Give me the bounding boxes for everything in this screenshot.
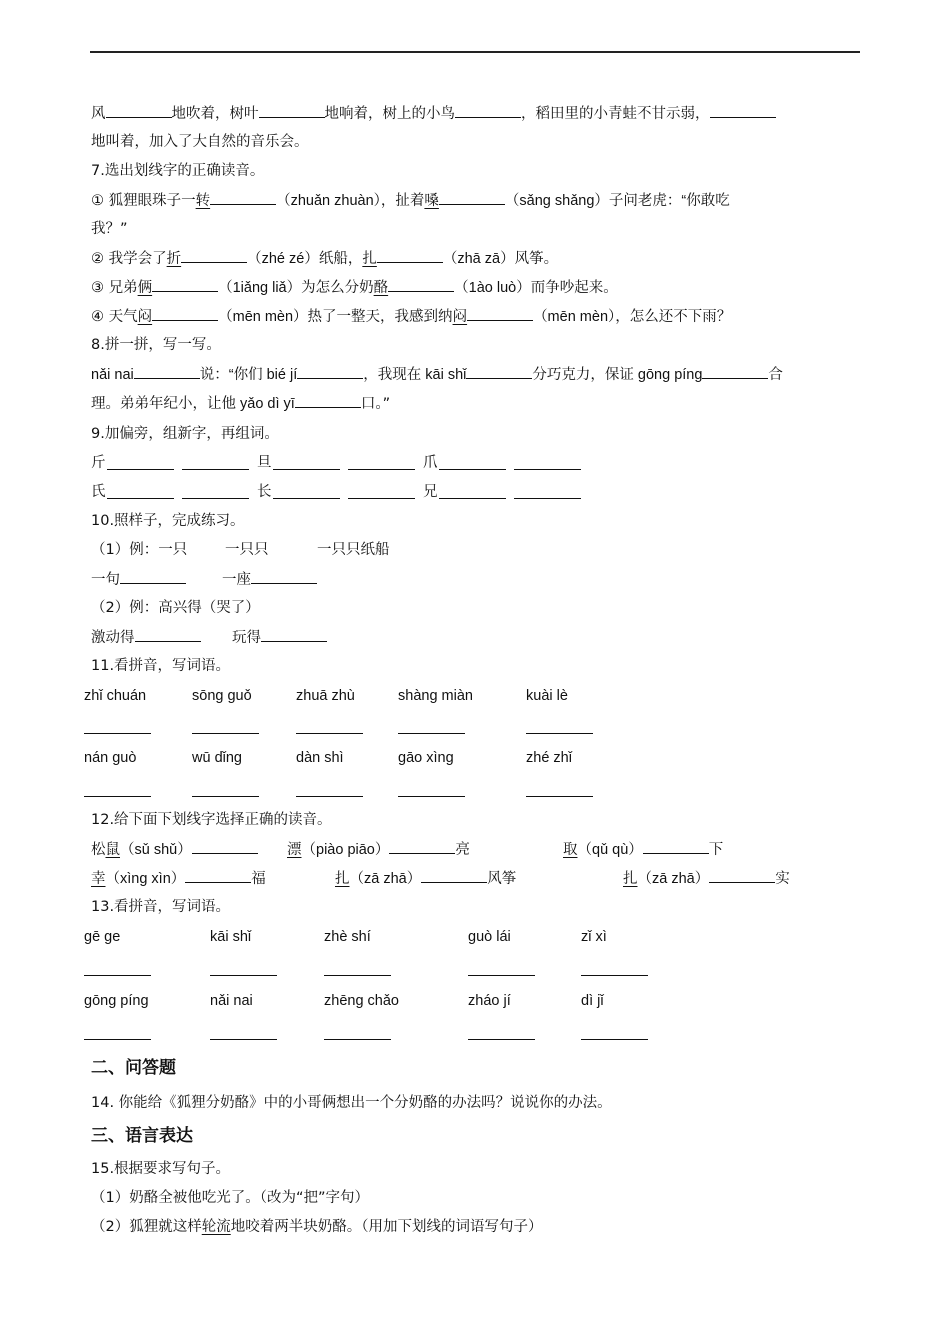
answer-blank[interactable]: [210, 190, 276, 205]
pinyin-cell: zháo jí: [468, 993, 511, 1009]
answer-blank[interactable]: [192, 795, 259, 797]
pinyin-cell: guò lái: [468, 929, 511, 945]
answer-blank[interactable]: [210, 974, 277, 976]
pinyin-cell: sōng guǒ: [192, 688, 252, 704]
answer-blank[interactable]: [439, 190, 505, 205]
q9-radical: 爪: [423, 455, 438, 471]
answer-blank[interactable]: [514, 468, 581, 470]
answer-blank[interactable]: [709, 868, 775, 883]
section-heading-language: 三、语言表达: [91, 1126, 193, 1146]
answer-blank[interactable]: [581, 1038, 648, 1040]
answer-blank[interactable]: [324, 1038, 391, 1040]
answer-blank[interactable]: [466, 364, 532, 379]
answer-blank[interactable]: [106, 103, 172, 118]
answer-blank[interactable]: [135, 627, 201, 642]
q7-item-1: ① 狐狸眼珠子一转 （zhuǎn zhuàn），扯着嗓 （sǎng shǎng）子问老虎：“你敢吃: [91, 190, 730, 211]
answer-blank[interactable]: [377, 248, 443, 263]
answer-blank[interactable]: [273, 497, 340, 499]
answer-blank[interactable]: [581, 974, 648, 976]
section-heading-qa: 二、问答题: [91, 1058, 176, 1078]
answer-blank[interactable]: [702, 364, 768, 379]
answer-blank[interactable]: [182, 497, 249, 499]
q9-radical: 旦: [257, 455, 272, 471]
answer-blank[interactable]: [107, 468, 174, 470]
q10-example-2: （2）例：高兴得（哭了）: [91, 600, 260, 616]
answer-blank[interactable]: [439, 468, 506, 470]
q6-line-2: 地叫着，加入了大自然的音乐会。: [91, 134, 309, 150]
answer-blank[interactable]: [296, 795, 363, 797]
q12-item: 扎（zā zhā） 风筝: [335, 868, 516, 889]
pinyin-cell: zhēng chǎo: [324, 993, 399, 1009]
pinyin-cell: zhé zhǐ: [526, 750, 572, 766]
q10-item: 一句: [91, 569, 186, 590]
answer-blank[interactable]: [526, 795, 593, 797]
answer-blank[interactable]: [259, 103, 325, 118]
pinyin-cell: zǐ xì: [581, 929, 607, 945]
q6-line-1: 风 地吹着，树叶 地响着，树上的小鸟 ，稻田里的小青蛙不甘示弱，: [91, 103, 776, 124]
answer-blank[interactable]: [84, 974, 151, 976]
answer-blank[interactable]: [192, 732, 259, 734]
pinyin-cell: kāi shǐ: [210, 929, 252, 945]
q10-example-1b: 一只只: [225, 542, 269, 558]
pinyin-cell: gē ge: [84, 929, 121, 945]
answer-blank[interactable]: [468, 974, 535, 976]
answer-blank[interactable]: [152, 306, 218, 321]
answer-blank[interactable]: [152, 277, 218, 292]
answer-blank[interactable]: [84, 732, 151, 734]
answer-blank[interactable]: [134, 364, 200, 379]
answer-blank[interactable]: [398, 732, 465, 734]
answer-blank[interactable]: [84, 1038, 151, 1040]
answer-blank[interactable]: [251, 569, 317, 584]
q15-item-2: （2）狐狸就这样轮流地咬着两半块奶酪。（用加下划线的词语写句子）: [91, 1219, 543, 1235]
answer-blank[interactable]: [526, 732, 593, 734]
answer-blank[interactable]: [398, 795, 465, 797]
pinyin-cell: nǎi nai: [210, 993, 253, 1009]
q12-item: 取（qǔ qù） 下: [563, 839, 723, 860]
answer-blank[interactable]: [439, 497, 506, 499]
answer-blank[interactable]: [710, 103, 776, 118]
q10-example-1c: 一只只纸船: [317, 542, 390, 558]
answer-blank[interactable]: [182, 468, 249, 470]
q10-title: 10.照样子，完成练习。: [91, 513, 245, 529]
pinyin-cell: kuài lè: [526, 688, 568, 704]
pinyin-cell: dàn shì: [296, 750, 344, 766]
q10-item: 玩得: [232, 627, 327, 648]
answer-blank[interactable]: [295, 393, 361, 408]
q9-radical: 兄: [423, 484, 438, 500]
answer-blank[interactable]: [107, 497, 174, 499]
q7-item-4: ④ 天气闷 （mēn mèn）热了一整天，我感到纳闷 （mēn mèn），怎么还不下雨？: [91, 306, 731, 327]
q10-item: 激动得: [91, 627, 201, 648]
q13-title: 13.看拼音，写词语。: [91, 899, 231, 915]
q7-item-3: ③ 兄弟俩 （1iǎng liǎ）为怎么分奶酪 （1ào luò）而争吵起来。: [91, 277, 618, 298]
answer-blank[interactable]: [468, 1038, 535, 1040]
q12-item: 幸（xìng xìn） 福: [91, 868, 266, 889]
q9-radical: 长: [257, 484, 272, 500]
answer-blank[interactable]: [273, 468, 340, 470]
answer-blank[interactable]: [185, 868, 251, 883]
answer-blank[interactable]: [324, 974, 391, 976]
pinyin-cell: gāo xìng: [398, 750, 454, 766]
pinyin-cell: zhè shí: [324, 929, 371, 945]
answer-blank[interactable]: [261, 627, 327, 642]
q8-line-2: 理。弟弟年纪小，让他 yǎo dì yī 口。”: [91, 393, 390, 414]
q9-radical: 氏: [91, 484, 106, 500]
q12-item: 扎（zā zhā） 实: [623, 868, 790, 889]
answer-blank[interactable]: [467, 306, 533, 321]
q10-item: 一座: [222, 569, 317, 590]
answer-blank[interactable]: [120, 569, 186, 584]
answer-blank[interactable]: [389, 839, 455, 854]
answer-blank[interactable]: [455, 103, 521, 118]
pinyin-cell: dì jǐ: [581, 993, 604, 1009]
q7-item-1-cont: 我？”: [91, 221, 128, 237]
pinyin-cell: zhǐ chuán: [84, 688, 147, 704]
answer-blank[interactable]: [297, 364, 363, 379]
pinyin-cell: shàng miàn: [398, 688, 473, 704]
answer-blank[interactable]: [192, 839, 258, 854]
pinyin-cell: nán guò: [84, 750, 137, 766]
answer-blank[interactable]: [514, 497, 581, 499]
pinyin-cell: gōng píng: [84, 993, 149, 1009]
q7-item-2: ② 我学会了折 （zhé zé）纸船，扎 （zhā zā）风筝。: [91, 248, 558, 269]
q11-title: 11.看拼音，写词语。: [91, 658, 231, 674]
q8-line-1: nǎi nai 说：“你们 bié jí ，我现在 kāi shǐ 分巧克力，保证 gōng píng 合: [91, 364, 783, 385]
q15-title: 15.根据要求写句子。: [91, 1161, 231, 1177]
q7-title: 7.选出划线字的正确读音。: [91, 163, 265, 179]
answer-blank[interactable]: [348, 468, 415, 470]
q12-item: 松鼠（sǔ shǔ）: [91, 839, 258, 860]
q9-radical: 斤: [91, 455, 106, 471]
q12-title: 12.给下面下划线字选择正确的读音。: [91, 812, 332, 828]
answer-blank[interactable]: [84, 795, 151, 797]
q12-item: 漂（piào piāo） 亮: [287, 839, 470, 860]
q14-text: 14. 你能给《狐狸分奶酪》中的小哥俩想出一个分奶酪的办法吗？说说你的办法。: [91, 1095, 612, 1111]
answer-blank[interactable]: [296, 732, 363, 734]
q8-title: 8.拼一拼，写一写。: [91, 337, 221, 353]
answer-blank[interactable]: [421, 868, 487, 883]
pinyin-cell: zhuā zhù: [296, 688, 355, 704]
pinyin-cell: wū dǐng: [192, 750, 242, 766]
answer-blank[interactable]: [348, 497, 415, 499]
answer-blank[interactable]: [388, 277, 454, 292]
answer-blank[interactable]: [643, 839, 709, 854]
q15-item-1: （1）奶酪全被他吃光了。（改为“把”字句）: [91, 1190, 369, 1206]
answer-blank[interactable]: [210, 1038, 277, 1040]
header-rule: [90, 51, 860, 53]
q9-title: 9.加偏旁，组新字，再组词。: [91, 426, 279, 442]
q10-example-1: （1）例：一只: [91, 542, 188, 558]
answer-blank[interactable]: [181, 248, 247, 263]
